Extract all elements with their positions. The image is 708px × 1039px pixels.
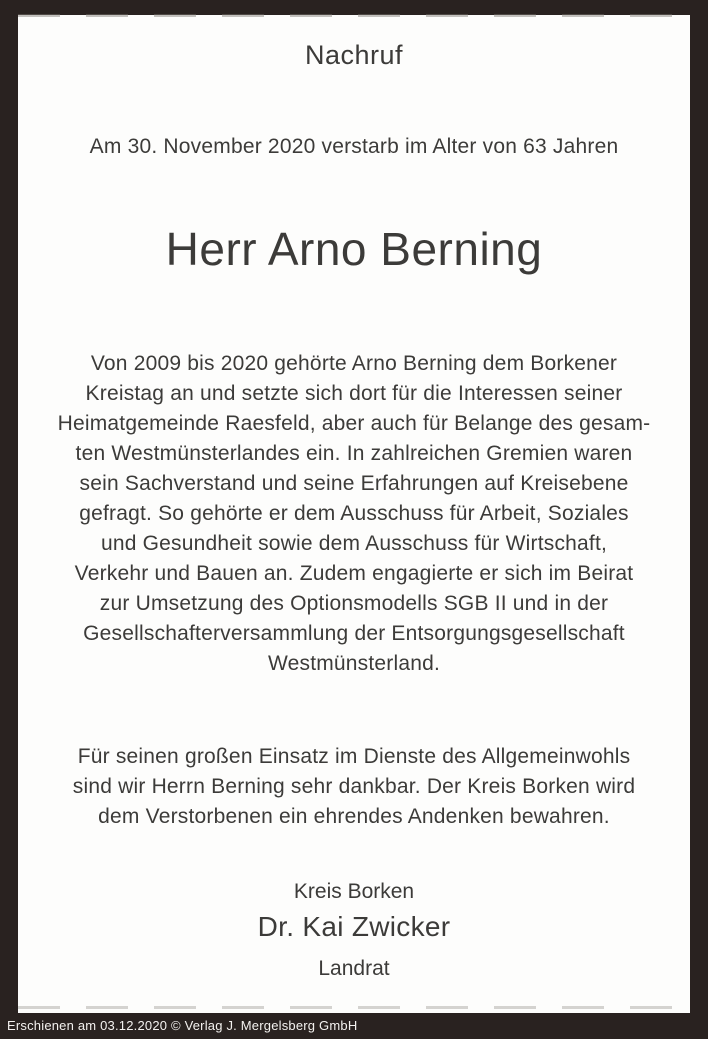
signature-organization: Kreis Borken	[293, 880, 415, 903]
text-line: und Gesundheit sowie dem Ausschuss für Wirtschaft,	[100, 532, 608, 555]
text-line: dem Verstorbenen ein ehrendes Andenken bewahren.	[98, 805, 610, 828]
text-line: Von 2009 bis 2020 gehörte Arno Berning dem Borkener	[90, 352, 618, 375]
text-line: sind wir Herrn Berning sehr dankbar. Der Kreis Borken wird	[72, 775, 636, 798]
text-line: Für seinen großen Einsatz im Dienste des Allgemeinwohls	[77, 745, 631, 768]
text-line: Heimatgemeinde Raesfeld, aber auch für Belange des gesam-	[57, 412, 651, 435]
deceased-name: Herr Arno Berning	[165, 223, 543, 275]
text-line: sein Sachverstand und seine Erfahrungen auf Kreisebene	[79, 472, 629, 495]
obituary-body-paragraph	[18, 349, 690, 679]
scan-artifact-bottom-dashes	[18, 1006, 690, 1009]
imprint-footer	[0, 1013, 708, 1039]
text-line: Verkehr und Bauen an. Zudem engagierte er sich im Beirat	[74, 562, 634, 585]
scan-artifact-top-dashes	[18, 14, 690, 17]
obituary-tribute-paragraph	[18, 742, 690, 832]
text-line: Kreistag an und setzte sich dort für die Interessen seiner	[85, 382, 623, 405]
obituary-card	[18, 15, 690, 1013]
text-line: Westmünsterland.	[267, 652, 441, 675]
text-line: ten Westmünsterlandes ein. In zahlreichen Gremien waren	[75, 442, 633, 465]
signature-title: Landrat	[318, 957, 390, 980]
signature-name: Dr. Kai Zwicker	[257, 911, 451, 942]
text-line: zur Umsetzung des Optionsmodells SGB II und in der	[99, 592, 609, 615]
text-line: gefragt. So gehörte er dem Ausschuss für Arbeit, Soziales	[79, 502, 629, 525]
obituary-header: Nachruf	[304, 40, 404, 70]
text-line: Gesellschafterversammlung der Entsorgungsgesellschaft	[83, 622, 625, 645]
imprint-text: Erschienen am 03.12.2020 © Verlag J. Mergelsberg GmbH	[7, 1018, 358, 1033]
death-announcement-line: Am 30. November 2020 verstarb im Alter von 63 Jahren	[89, 135, 619, 158]
